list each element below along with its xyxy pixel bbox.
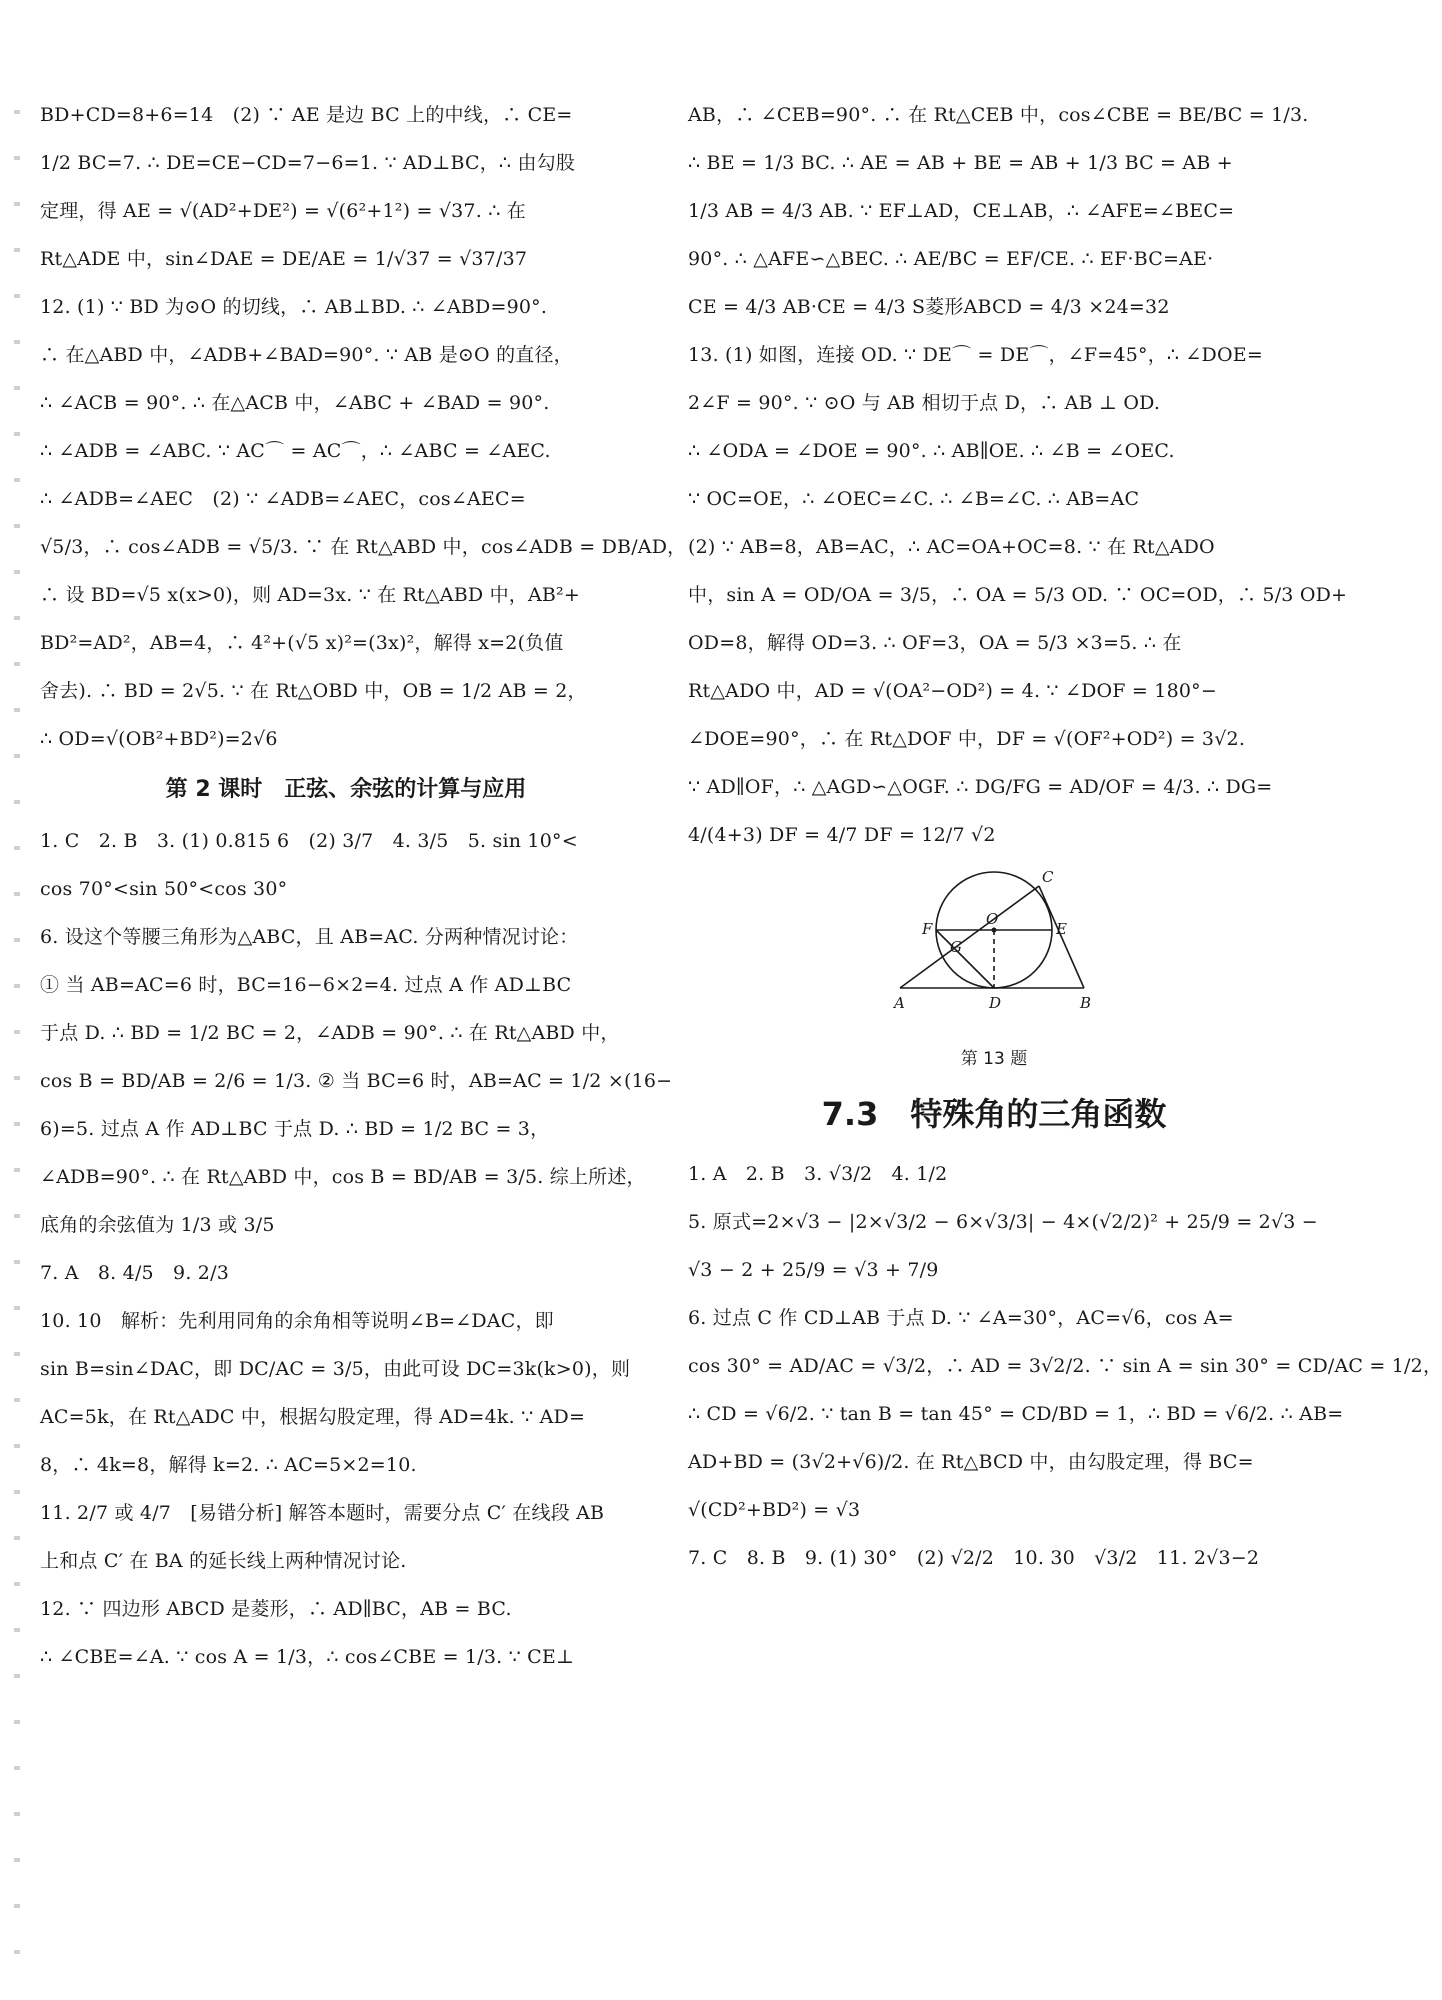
text-line: 11. 2/7 或 4/7 [易错分析] 解答本题时，需要分点 C′ 在线段 AB xyxy=(40,1502,605,1524)
text-line: √5/3，∴ cos∠ADB = √5/3. ∵ 在 Rt△ABD 中，cos∠ADB = DB/AD， xyxy=(40,536,687,558)
text-line: 舍去). ∴ BD = 2√5. ∵ 在 Rt△OBD 中，OB = 1/2 AB = 2， xyxy=(40,680,587,702)
text-line: BD+CD=8+6=14 (2) ∵ AE 是边 BC 上的中线，∴ CE= xyxy=(40,104,573,126)
text-line: ∴ 设 BD=√5 x(x>0)，则 AD=3x. ∵ 在 Rt△ABD 中，AB²+ xyxy=(40,584,580,606)
text-line: 10. 10 解析：先利用同角的余角相等说明∠B=∠DAC，即 xyxy=(40,1310,554,1332)
text-line: ∵ AD∥OF，∴ △AGD∽△OGF. ∴ DG/FG = AD/OF = 4/3. ∴ DG= xyxy=(688,776,1273,798)
section-heading: 第 2 课时 正弦、余弦的计算与应用 xyxy=(165,777,527,802)
left-column xyxy=(40,100,687,1690)
text-line: ∴ ∠ODA = ∠DOE = 90°. ∴ AB∥OE. ∴ ∠B = ∠OEC. xyxy=(688,440,1175,462)
line-fd xyxy=(936,930,994,988)
text-line: ∴ ∠CBE=∠A. ∵ cos A = 1/3，∴ cos∠CBE = 1/3. ∵ CE⊥ xyxy=(40,1646,575,1668)
label-c: C xyxy=(1042,868,1054,886)
text-line: 1. C 2. B 3. (1) 0.815 6 (2) 3/7 4. 3/5 5. sin 10°< xyxy=(40,830,578,852)
line-ac xyxy=(900,886,1039,988)
text-line: cos 30° = AD/AC = √3/2，∴ AD = 3√2/2. ∵ sin A = sin 30° = CD/AC = 1/2， xyxy=(688,1355,1442,1377)
text-line: ∠ADB=90°. ∴ 在 Rt△ABD 中，cos B = BD/AB = 3/5. 综上所述， xyxy=(40,1166,646,1188)
text-line: √(CD²+BD²) = √3 xyxy=(688,1499,861,1521)
label-d: D xyxy=(989,994,1002,1012)
text-line: ∴ BE = 1/3 BC. ∴ AE = AB + BE = AB + 1/3 BC = AB + xyxy=(688,152,1233,174)
text-line: √3 − 2 + 25/9 = √3 + 7/9 xyxy=(688,1259,939,1281)
text-line: 5. 原式=2×√3 − |2×√3/2 − 6×√3/3| − 4×(√2/2)² + 25/9 = 2√3 − xyxy=(688,1211,1318,1233)
text-line: ∴ ∠ACB = 90°. ∴ 在△ACB 中，∠ABC + ∠BAD = 90°. xyxy=(40,392,550,414)
text-line: AD+BD = (3√2+√6)/2. 在 Rt△BCD 中，由勾股定理，得 BC= xyxy=(688,1451,1254,1473)
text-line: 于点 D. ∴ BD = 1/2 BC = 2，∠ADB = 90°. ∴ 在 Rt△ABD 中， xyxy=(40,1022,620,1044)
label-b: B xyxy=(1080,994,1092,1012)
text-line: 1/3 AB = 4/3 AB. ∵ EF⊥AD，CE⊥AB，∴ ∠AFE=∠BEC= xyxy=(688,200,1235,222)
text-line: 底角的余弦值为 1/3 或 3/5 xyxy=(40,1214,275,1236)
label-a: A xyxy=(894,994,905,1012)
text-line: OD=8，解得 OD=3. ∴ OF=3，OA = 5/3 ×3=5. ∴ 在 xyxy=(688,632,1182,654)
text-line: ① 当 AB=AC=6 时，BC=16−6×2=4. 过点 A 作 AD⊥BC xyxy=(40,974,572,996)
figure-problem-13 xyxy=(688,868,1300,1069)
text-line: ∴ CD = √6/2. ∵ tan B = tan 45° = CD/BD = 1，∴ BD = √6/2. ∴ AB= xyxy=(688,1403,1344,1425)
text-line: 90°. ∴ △AFE∽△BEC. ∴ AE/BC = EF/CE. ∴ EF·BC=AE· xyxy=(688,248,1214,270)
text-line: 1. A 2. B 3. √3/2 4. 1/2 xyxy=(688,1163,948,1185)
text-line: 上和点 C′ 在 BA 的延长线上两种情况讨论. xyxy=(40,1550,407,1572)
text-line: sin B=sin∠DAC，即 DC/AC = 3/5，由此可设 DC=3k(k>0)，则 xyxy=(40,1358,631,1380)
text-line: 中，sin A = OD/OA = 3/5，∴ OA = 5/3 OD. ∵ OC=OD，∴ 5/3 OD+ xyxy=(688,584,1348,606)
text-line: AB，∴ ∠CEB=90°. ∴ 在 Rt△CEB 中，cos∠CBE = BE/BC = 1/3. xyxy=(688,104,1309,126)
text-line: 6)=5. 过点 A 作 AD⊥BC 于点 D. ∴ BD = 1/2 BC = 3， xyxy=(40,1118,550,1140)
text-line: 13. (1) 如图，连接 OD. ∵ DE⌒ = DE⌒，∠F=45°，∴ ∠DOE= xyxy=(688,344,1263,366)
text-line: AC=5k，在 Rt△ADC 中，根据勾股定理，得 AD=4k. ∵ AD= xyxy=(40,1406,586,1428)
text-line: ∠DOE=90°，∴ 在 Rt△DOF 中，DF = √(OF²+OD²) = 3√2. xyxy=(688,728,1246,750)
right-answers-part-1 xyxy=(688,100,1348,850)
text-line: cos B = BD/AB = 2/6 = 1/3. ② 当 BC=6 时，AB=AC = 1/2 ×(16− xyxy=(40,1070,673,1092)
geometry-figure xyxy=(894,868,1094,1038)
right-column xyxy=(688,100,1442,1591)
text-line: 7. A 8. 4/5 9. 2/3 xyxy=(40,1262,229,1284)
text-line: 定理，得 AE = √(AD²+DE²) = √(6²+1²) = √37. ∴ 在 xyxy=(40,200,526,222)
label-e: E xyxy=(1056,920,1067,938)
text-line: BD²=AD²，AB=4，∴ 4²+(√5 x)²=(3x)²，解得 x=2(负值 xyxy=(40,632,564,654)
left-answers-part-2 xyxy=(40,826,673,1672)
text-line: Rt△ADO 中，AD = √(OA²−OD²) = 4. ∵ ∠DOF = 180°− xyxy=(688,680,1217,702)
left-answers-part-1 xyxy=(40,100,687,754)
text-line: ∴ ∠ADB = ∠ABC. ∵ AC⌒ = AC⌒，∴ ∠ABC = ∠AEC. xyxy=(40,440,551,462)
text-line: 1/2 BC=7. ∴ DE=CE−CD=7−6=1. ∵ AD⊥BC，∴ 由勾股 xyxy=(40,152,576,174)
figure-caption: 第 13 题 xyxy=(960,1049,1028,1069)
right-answers-part-2 xyxy=(688,1159,1442,1573)
text-line: 6. 设这个等腰三角形为△ABC，且 AB=AC. 分两种情况讨论： xyxy=(40,926,579,948)
binding-margin-marks xyxy=(14,110,20,1990)
chapter-heading: 7.3 特殊角的三角函数 xyxy=(821,1095,1167,1133)
text-line: 7. C 8. B 9. (1) 30° (2) √2/2 10. 30 √3/2 11. 2√3−2 xyxy=(688,1547,1260,1569)
text-line: 4/(4+3) DF = 4/7 DF = 12/7 √2 xyxy=(688,824,996,846)
text-line: 12. ∵ 四边形 ABCD 是菱形，∴ AD∥BC，AB = BC. xyxy=(40,1598,512,1620)
text-line: Rt△ADE 中，sin∠DAE = DE/AE = 1/√37 = √37/37 xyxy=(40,248,528,270)
label-f: F xyxy=(922,920,933,938)
label-o: O xyxy=(986,910,999,928)
text-line: 6. 过点 C 作 CD⊥AB 于点 D. ∵ ∠A=30°，AC=√6，cos A= xyxy=(688,1307,1234,1329)
label-g: G xyxy=(950,938,962,956)
text-line: ∵ OC=OE，∴ ∠OEC=∠C. ∴ ∠B=∠C. ∴ AB=AC xyxy=(688,488,1140,510)
text-line: (2) ∵ AB=8，AB=AC，∴ AC=OA+OC=8. ∵ 在 Rt△ADO xyxy=(688,536,1215,558)
text-line: 8，∴ 4k=8，解得 k=2. ∴ AC=5×2=10. xyxy=(40,1454,417,1476)
text-line: ∴ 在△ABD 中，∠ADB+∠BAD=90°. ∵ AB 是⊙O 的直径， xyxy=(40,344,573,366)
text-line: ∴ ∠ADB=∠AEC (2) ∵ ∠ADB=∠AEC，cos∠AEC= xyxy=(40,488,526,510)
text-line: ∴ OD=√(OB²+BD²)=2√6 xyxy=(40,728,278,750)
text-line: 2∠F = 90°. ∵ ⊙O 与 AB 相切于点 D，∴ AB ⊥ OD. xyxy=(688,392,1161,414)
text-line: CE = 4/3 AB·CE = 4/3 S菱形ABCD = 4/3 ×24=32 xyxy=(688,296,1170,318)
text-line: 12. (1) ∵ BD 为⊙O 的切线，∴ AB⊥BD. ∴ ∠ABD=90°. xyxy=(40,296,548,318)
text-line: cos 70°<sin 50°<cos 30° xyxy=(40,878,288,900)
